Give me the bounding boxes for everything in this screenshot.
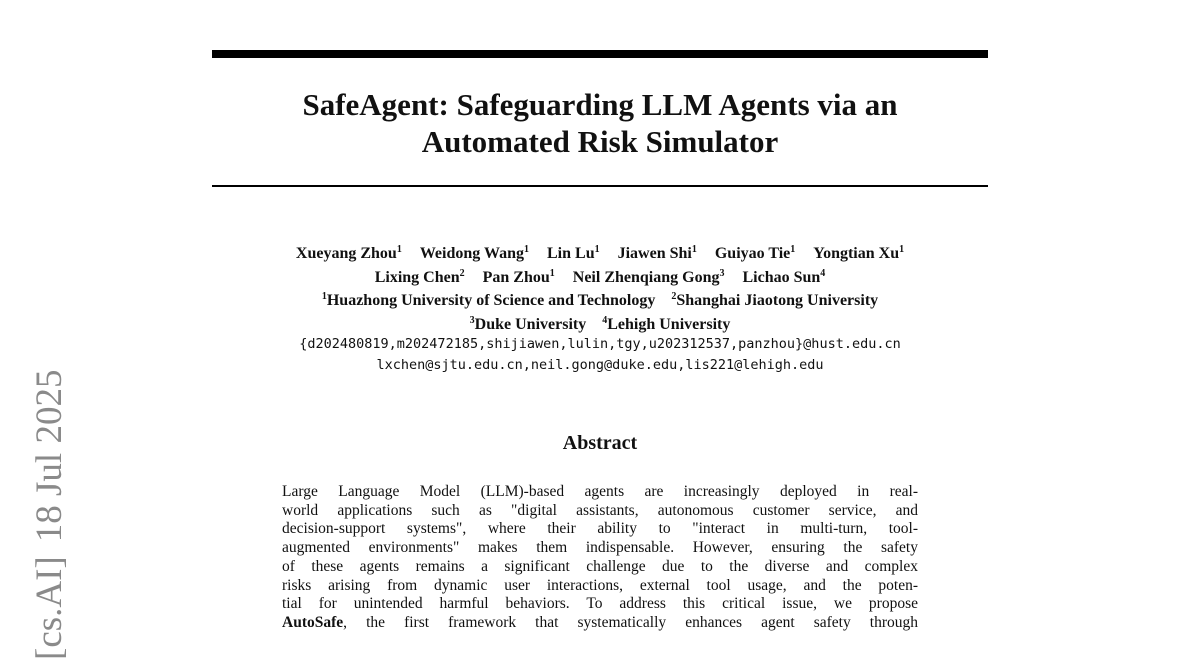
arxiv-side-stamp — [30, 356, 70, 660]
abstract-line: tial for unintended harmful behaviors. To address this critical issue, we propose — [282, 595, 918, 613]
title-bottom-rule — [212, 185, 988, 187]
paper-title — [212, 86, 988, 160]
author-emails — [212, 334, 988, 375]
arxiv-date: 18 Jul 2025 — [29, 369, 70, 543]
author: Lichao Sun$^4$ — [742, 267, 826, 286]
affiliations-line — [212, 289, 988, 313]
affiliation: $^2$Shanghai Jiaotong University — [671, 291, 879, 309]
email-line: lxchen@sjtu.edu.cn,neil.gong@duke.edu,lis221@lehigh.edu — [376, 356, 824, 373]
abstract-body — [282, 483, 918, 633]
affiliations-line — [212, 313, 988, 337]
abstract-line: decision-support systems", where their ability to "interact in multi-turn, tool- — [282, 520, 918, 538]
author: Lixing Chen$^2$ — [374, 267, 465, 286]
affiliation: $^3$Duke University — [469, 314, 587, 333]
author: Neil Zhenqiang Gong$^3$ — [572, 267, 725, 286]
title-line: SafeAgent: Safeguarding LLM Agents via an — [302, 87, 898, 122]
author: Yongtian Xu$^1$ — [813, 244, 905, 262]
title-line: Automated Risk Simulator — [421, 124, 779, 159]
abstract-line: risks arising from dynamic user interactions, external tool usage, and the poten- — [282, 576, 918, 594]
authors-line — [212, 266, 988, 290]
abstract-line: AutoSafe, the first framework that systematically enhances agent safety through — [282, 613, 918, 631]
framework-name: AutoSafe — [282, 613, 344, 631]
author: Lin Lu$^1$ — [547, 244, 600, 262]
author: Guiyao Tie$^1$ — [714, 244, 796, 262]
email-line: {d202480819,m202472185,shijiawen,lulin,tgy,u202312537,panzhou}@hust.edu.cn — [299, 336, 901, 352]
author: Xueyang Zhou$^1$ — [295, 244, 402, 262]
title-top-rule — [212, 50, 988, 58]
abstract-heading: Abstract — [562, 432, 638, 454]
abstract-line: of these agents remains a significant challenge due to the diverse and complex — [282, 557, 918, 575]
abstract-line: world applications such as "digital assistants, autonomous customer service, and — [282, 501, 918, 519]
abstract-line: augmented environments" makes them indispensable. However, ensuring the safety — [282, 539, 918, 557]
affiliation: $^1$Huazhong University of Science and Technology — [321, 291, 656, 309]
author: Jiawen Shi$^1$ — [617, 244, 697, 262]
author-block — [212, 242, 988, 336]
author: Weidong Wang$^1$ — [419, 244, 529, 262]
arxiv-category: [cs.AI] — [29, 556, 70, 660]
affiliation: $^4$Lehigh University — [602, 314, 731, 333]
author: Pan Zhou$^1$ — [482, 267, 555, 286]
abstract-line: Large Language Model (LLM)-based agents are increasingly deployed in real- — [282, 483, 918, 500]
authors-line — [212, 242, 988, 266]
